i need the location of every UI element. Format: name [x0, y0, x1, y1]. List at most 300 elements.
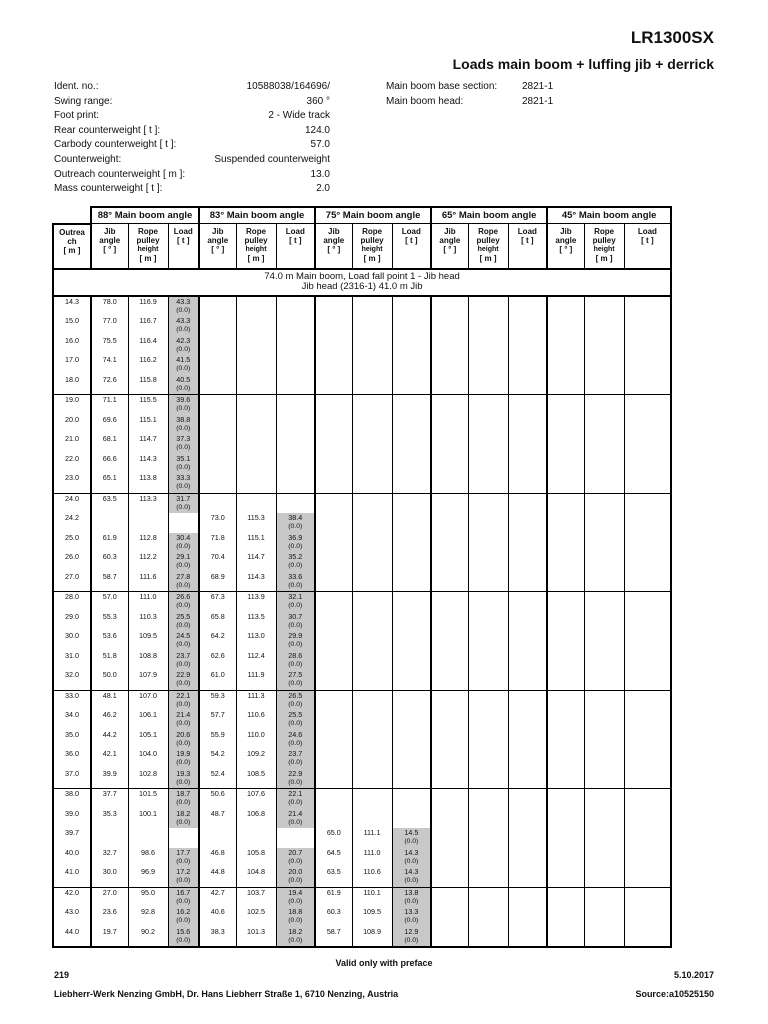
rope-height-cell: 109.2 [236, 749, 276, 769]
rope-height-cell [468, 316, 508, 336]
load-cell [624, 316, 671, 336]
load-cell [276, 809, 315, 829]
outreach-cell: 20.0 [53, 415, 91, 435]
load-value: 38.4 [288, 513, 303, 522]
load-value: 16.2 [176, 907, 191, 916]
header-line: Load [285, 227, 305, 236]
load-value: 18.7 [176, 789, 191, 798]
load-sub-value: (0.0) [176, 365, 191, 372]
load-cell [624, 592, 671, 612]
jib-angle-cell [431, 789, 468, 809]
rope-height-cell [352, 336, 392, 356]
jib-angle-cell [431, 513, 468, 533]
load-value: 24.5 [176, 631, 191, 640]
load-sub-value: (0.0) [288, 877, 303, 884]
rope-height-cell: 105.8 [236, 848, 276, 868]
info-row [54, 153, 330, 168]
jib-angle-cell [431, 710, 468, 730]
jib-angle-cell: 70.4 [199, 552, 236, 572]
rope-height-cell: 103.7 [236, 887, 276, 907]
load-cell [276, 867, 315, 887]
rope-height-cell [468, 473, 508, 493]
rope-height-cell [236, 473, 276, 493]
jib-angle-cell [547, 493, 584, 513]
load-cell [392, 710, 431, 730]
load-value: 41.5 [176, 355, 191, 364]
table-row [53, 867, 671, 887]
outreach-cell: 22.0 [53, 454, 91, 474]
jib-angle-cell [315, 434, 352, 454]
load-cell [624, 493, 671, 513]
rope-height-cell [468, 533, 508, 553]
jib-angle-cell: 58.7 [91, 572, 128, 592]
header-line: height [361, 246, 383, 253]
page-number: 219 [54, 970, 70, 980]
load-cell [392, 533, 431, 553]
load-cell [276, 828, 315, 848]
load-cell [508, 316, 547, 336]
jib-angle-cell: 65.0 [315, 828, 352, 848]
jib-angle-cell [199, 454, 236, 474]
rope-height-cell: 108.5 [236, 769, 276, 789]
rope-height-cell [468, 296, 508, 317]
header-line: Rope [362, 227, 383, 236]
load-cell [508, 296, 547, 317]
load-cell [508, 809, 547, 829]
rope-height-cell: 110.6 [236, 710, 276, 730]
jib-angle-cell [431, 533, 468, 553]
rope-height-cell: 108.9 [352, 927, 392, 948]
load-cell [392, 651, 431, 671]
rope-height-cell [236, 454, 276, 474]
header-line: height [245, 246, 267, 253]
rope-height-cell [468, 651, 508, 671]
load-value: 29.1 [176, 552, 191, 561]
header-line: angle [439, 236, 461, 245]
load-cell [624, 848, 671, 868]
load-cell [168, 592, 199, 612]
section-row [53, 269, 671, 296]
header-line: [ ° ] [211, 245, 225, 254]
load-sub-value: (0.0) [176, 405, 191, 412]
load-cell [624, 690, 671, 710]
table-row [53, 612, 671, 632]
table-row [53, 769, 671, 789]
table-row [53, 434, 671, 454]
table-row [53, 907, 671, 927]
table-row [53, 670, 671, 690]
jib-angle-header [431, 224, 468, 269]
load-sub-value: (0.0) [288, 759, 303, 766]
rope-height-cell [468, 907, 508, 927]
load-value: 14.3 [404, 847, 419, 857]
rope-height-cell [468, 395, 508, 415]
rope-height-cell [352, 375, 392, 395]
load-sub-value: (0.0) [288, 917, 303, 924]
info-value: 2 - Wide track [268, 110, 330, 122]
jib-angle-cell [547, 513, 584, 533]
rope-height-cell [236, 415, 276, 435]
load-cell [392, 454, 431, 474]
load-sub-value: (0.0) [176, 542, 191, 550]
load-cell [276, 473, 315, 493]
outreach-cell: 30.0 [53, 631, 91, 651]
load-cell [624, 907, 671, 927]
load-cell [624, 375, 671, 395]
info-label: Swing range: [54, 95, 113, 107]
rope-height-cell: 114.3 [128, 454, 168, 474]
load-value: 26.6 [176, 592, 191, 601]
jib-angle-cell [199, 375, 236, 395]
rope-height-cell: 110.6 [352, 867, 392, 887]
jib-angle-cell: 66.6 [91, 454, 128, 474]
jib-angle-cell [431, 572, 468, 592]
load-sub-value: (0.0) [176, 759, 191, 766]
rope-height-cell [584, 631, 624, 651]
outreach-cell: 42.0 [53, 887, 91, 907]
rope-height-cell [584, 533, 624, 553]
load-cell [392, 572, 431, 592]
table-row [53, 336, 671, 356]
jib-angle-cell [431, 867, 468, 887]
rope-height-cell [584, 513, 624, 533]
rope-height-cell: 116.9 [128, 296, 168, 317]
load-cell [392, 552, 431, 572]
rope-height-cell [468, 887, 508, 907]
load-cell [276, 749, 315, 769]
load-cell [508, 828, 547, 848]
jib-angle-cell: 50.0 [91, 670, 128, 690]
rope-height-cell: 110.1 [352, 887, 392, 907]
load-cell [276, 848, 315, 868]
jib-angle-cell [547, 690, 584, 710]
table-row [53, 651, 671, 671]
jib-angle-cell: 27.0 [91, 887, 128, 907]
load-sub-value: (0.0) [288, 602, 303, 609]
load-cell [276, 651, 315, 671]
jib-angle-cell [547, 296, 584, 317]
load-sub-value: (0.0) [288, 581, 303, 589]
jib-angle-cell [431, 670, 468, 690]
rope-height-cell: 102.5 [236, 907, 276, 927]
load-cell [392, 927, 431, 948]
rope-height-cell: 111.6 [128, 572, 168, 592]
jib-angle-cell: 37.7 [91, 789, 128, 809]
jib-angle-cell [547, 355, 584, 375]
jib-angle-cell: 74.1 [91, 355, 128, 375]
load-sub-value: (0.0) [288, 720, 303, 727]
rope-height-cell [352, 296, 392, 317]
jib-angle-cell: 68.9 [199, 572, 236, 592]
load-cell [508, 612, 547, 632]
header-line: height [477, 246, 499, 253]
rope-height-cell [584, 828, 624, 848]
jib-angle-cell [315, 533, 352, 553]
rope-height-cell [468, 375, 508, 395]
rope-height-cell [352, 355, 392, 375]
rope-height-cell: 112.4 [236, 651, 276, 671]
load-sub-value: (0.0) [288, 799, 303, 806]
chart-subtitle: Loads main boom + luffing jib + derrick [452, 56, 714, 72]
load-cell [392, 513, 431, 533]
info-value: 2821-1 [522, 81, 554, 92]
group-header: 45° Main boom angle [547, 207, 671, 224]
rope-height-cell [352, 572, 392, 592]
load-cell [624, 927, 671, 948]
jib-angle-cell: 50.6 [199, 789, 236, 809]
load-cell [624, 612, 671, 632]
jib-angle-cell: 61.0 [199, 670, 236, 690]
rope-height-cell [584, 749, 624, 769]
jib-angle-cell [315, 493, 352, 513]
jib-angle-cell [315, 612, 352, 632]
section-header [53, 269, 671, 296]
rope-height-cell [584, 927, 624, 948]
rope-height-cell [468, 612, 508, 632]
load-sub-value: (0.0) [176, 444, 191, 451]
jib-angle-cell [431, 355, 468, 375]
rope-height-cell [584, 296, 624, 317]
jib-angle-cell [315, 572, 352, 592]
header-line: [ m ] [363, 254, 381, 263]
load-cell [276, 887, 315, 907]
rope-height-cell [236, 375, 276, 395]
info-row [54, 168, 330, 183]
rope-height-cell [128, 513, 168, 533]
rope-height-cell: 104.0 [128, 749, 168, 769]
jib-angle-cell: 38.3 [199, 927, 236, 948]
jib-angle-cell: 71.1 [91, 395, 128, 415]
load-cell [392, 592, 431, 612]
outreach-cell: 41.0 [53, 867, 91, 887]
info-row [386, 95, 562, 110]
load-cell [392, 690, 431, 710]
jib-angle-cell [91, 513, 128, 533]
rope-height-cell [468, 809, 508, 829]
rope-height-cell [352, 316, 392, 336]
load-cell [392, 612, 431, 632]
outreach-cell: 37.0 [53, 769, 91, 789]
load-cell [168, 670, 199, 690]
table-row [53, 631, 671, 651]
load-cell [624, 454, 671, 474]
outreach-cell: 31.0 [53, 651, 91, 671]
jib-angle-cell: 40.6 [199, 907, 236, 927]
table-row [53, 828, 671, 848]
load-sub-value: (0.0) [288, 562, 303, 569]
info-row [54, 124, 330, 139]
rope-height-cell [584, 710, 624, 730]
load-cell [168, 907, 199, 927]
load-cell [168, 809, 199, 829]
jib-angle-cell [199, 296, 236, 317]
load-value: 42.3 [176, 335, 191, 345]
load-cell [508, 592, 547, 612]
rope-height-cell [584, 355, 624, 375]
load-sub-value: (0.0) [404, 877, 419, 884]
group-header-row [53, 207, 671, 224]
load-sub-value: (0.0) [176, 463, 191, 471]
load-cell [508, 651, 547, 671]
rope-height-cell [468, 552, 508, 572]
table-row [53, 572, 671, 592]
jib-angle-cell: 68.1 [91, 434, 128, 454]
load-cell [168, 572, 199, 592]
load-cell [624, 789, 671, 809]
rope-height-cell [584, 907, 624, 927]
table-row [53, 552, 671, 572]
header-line: Load [637, 227, 657, 236]
load-cell [624, 473, 671, 493]
jib-angle-header [547, 224, 584, 269]
load-value: 18.2 [176, 808, 191, 818]
load-cell [168, 415, 199, 435]
rope-height-cell [236, 395, 276, 415]
rope-height-cell [584, 395, 624, 415]
jib-angle-cell [547, 473, 584, 493]
rope-height-cell [236, 355, 276, 375]
rope-height-cell: 102.8 [128, 769, 168, 789]
header-line: pulley [244, 236, 268, 245]
load-cell [392, 749, 431, 769]
jib-angle-cell [547, 612, 584, 632]
load-cell [276, 670, 315, 690]
header-line: Rope [478, 227, 499, 236]
rope-height-cell [352, 769, 392, 789]
load-cell [168, 375, 199, 395]
rope-height-cell [468, 454, 508, 474]
rope-height-cell [352, 670, 392, 690]
jib-angle-cell [315, 592, 352, 612]
jib-angle-cell [547, 375, 584, 395]
jib-angle-cell: 72.6 [91, 375, 128, 395]
rope-height-cell [352, 730, 392, 750]
rope-pulley-header [468, 224, 508, 269]
load-chart-table [52, 206, 672, 948]
header-line: Rope [246, 227, 267, 236]
rope-pulley-header [352, 224, 392, 269]
load-cell [276, 592, 315, 612]
load-sub-value: (0.0) [288, 818, 303, 826]
load-cell [508, 533, 547, 553]
rope-height-cell: 105.1 [128, 730, 168, 750]
header-line: Load [401, 227, 421, 236]
load-chart-body [53, 269, 671, 948]
load-cell [276, 415, 315, 435]
load-cell [276, 690, 315, 710]
load-cell [624, 828, 671, 848]
table-row [53, 927, 671, 948]
rope-height-cell [584, 769, 624, 789]
header-line: [ ° ] [327, 245, 341, 254]
rope-height-cell [352, 651, 392, 671]
load-header [168, 224, 199, 269]
rope-height-cell [352, 434, 392, 454]
rope-height-cell: 100.1 [128, 809, 168, 829]
load-cell [508, 867, 547, 887]
load-value: 39.6 [176, 395, 191, 404]
load-cell [508, 730, 547, 750]
info-label: Foot print: [54, 110, 100, 122]
jib-angle-cell: 53.6 [91, 631, 128, 651]
jib-angle-cell [315, 513, 352, 533]
load-sub-value: (0.0) [288, 700, 303, 708]
load-cell [508, 434, 547, 454]
load-sub-value: (0.0) [288, 641, 303, 648]
rope-height-cell [584, 336, 624, 356]
load-cell [508, 907, 547, 927]
outreach-cell: 18.0 [53, 375, 91, 395]
jib-angle-cell: 54.2 [199, 749, 236, 769]
table-row [53, 690, 671, 710]
jib-angle-cell [431, 434, 468, 454]
header-line: Jib [212, 227, 224, 236]
load-cell [168, 533, 199, 553]
jib-angle-cell: 63.5 [91, 493, 128, 513]
jib-angle-cell [199, 316, 236, 336]
jib-angle-cell [431, 552, 468, 572]
rope-height-cell [352, 552, 392, 572]
jib-angle-cell [199, 828, 236, 848]
jib-angle-cell [431, 415, 468, 435]
load-sub-value: (0.0) [288, 897, 303, 905]
jib-angle-cell [431, 395, 468, 415]
jib-angle-cell [315, 296, 352, 317]
load-sub-value: (0.0) [176, 857, 191, 865]
jib-angle-cell: 52.4 [199, 769, 236, 789]
load-value: 37.3 [176, 434, 191, 443]
jib-angle-cell: 75.5 [91, 336, 128, 356]
rope-height-cell: 95.0 [128, 887, 168, 907]
jib-angle-cell [547, 730, 584, 750]
jib-angle-cell [431, 749, 468, 769]
header-line: angle [207, 236, 229, 245]
jib-angle-cell [199, 355, 236, 375]
jib-angle-cell [431, 828, 468, 848]
load-cell [392, 493, 431, 513]
load-cell [508, 336, 547, 356]
load-cell [508, 749, 547, 769]
rope-height-cell [584, 651, 624, 671]
load-sub-value: (0.0) [176, 700, 191, 708]
rope-height-cell [352, 533, 392, 553]
header-line: height [137, 246, 159, 253]
jib-angle-cell [199, 395, 236, 415]
load-cell [276, 612, 315, 632]
jib-angle-header [199, 224, 236, 269]
rope-height-cell: 116.4 [128, 336, 168, 356]
table-row [53, 710, 671, 730]
outreach-cell: 17.0 [53, 355, 91, 375]
outreach-cell: 14.3 [53, 296, 91, 317]
jib-angle-cell [547, 434, 584, 454]
jib-angle-cell [547, 670, 584, 690]
load-value: 43.3 [176, 316, 191, 325]
load-cell [168, 927, 199, 948]
jib-angle-cell [315, 809, 352, 829]
section-line: Jib head (2316-1) 41.0 m Jib [301, 281, 423, 292]
rope-height-cell [352, 749, 392, 769]
rope-height-cell [128, 828, 168, 848]
load-sub-value: (0.0) [404, 897, 419, 905]
jib-angle-cell [199, 336, 236, 356]
load-cell [392, 316, 431, 336]
load-cell [168, 355, 199, 375]
jib-angle-cell [547, 631, 584, 651]
load-cell [276, 769, 315, 789]
jib-angle-cell: 55.3 [91, 612, 128, 632]
rope-height-cell [352, 395, 392, 415]
